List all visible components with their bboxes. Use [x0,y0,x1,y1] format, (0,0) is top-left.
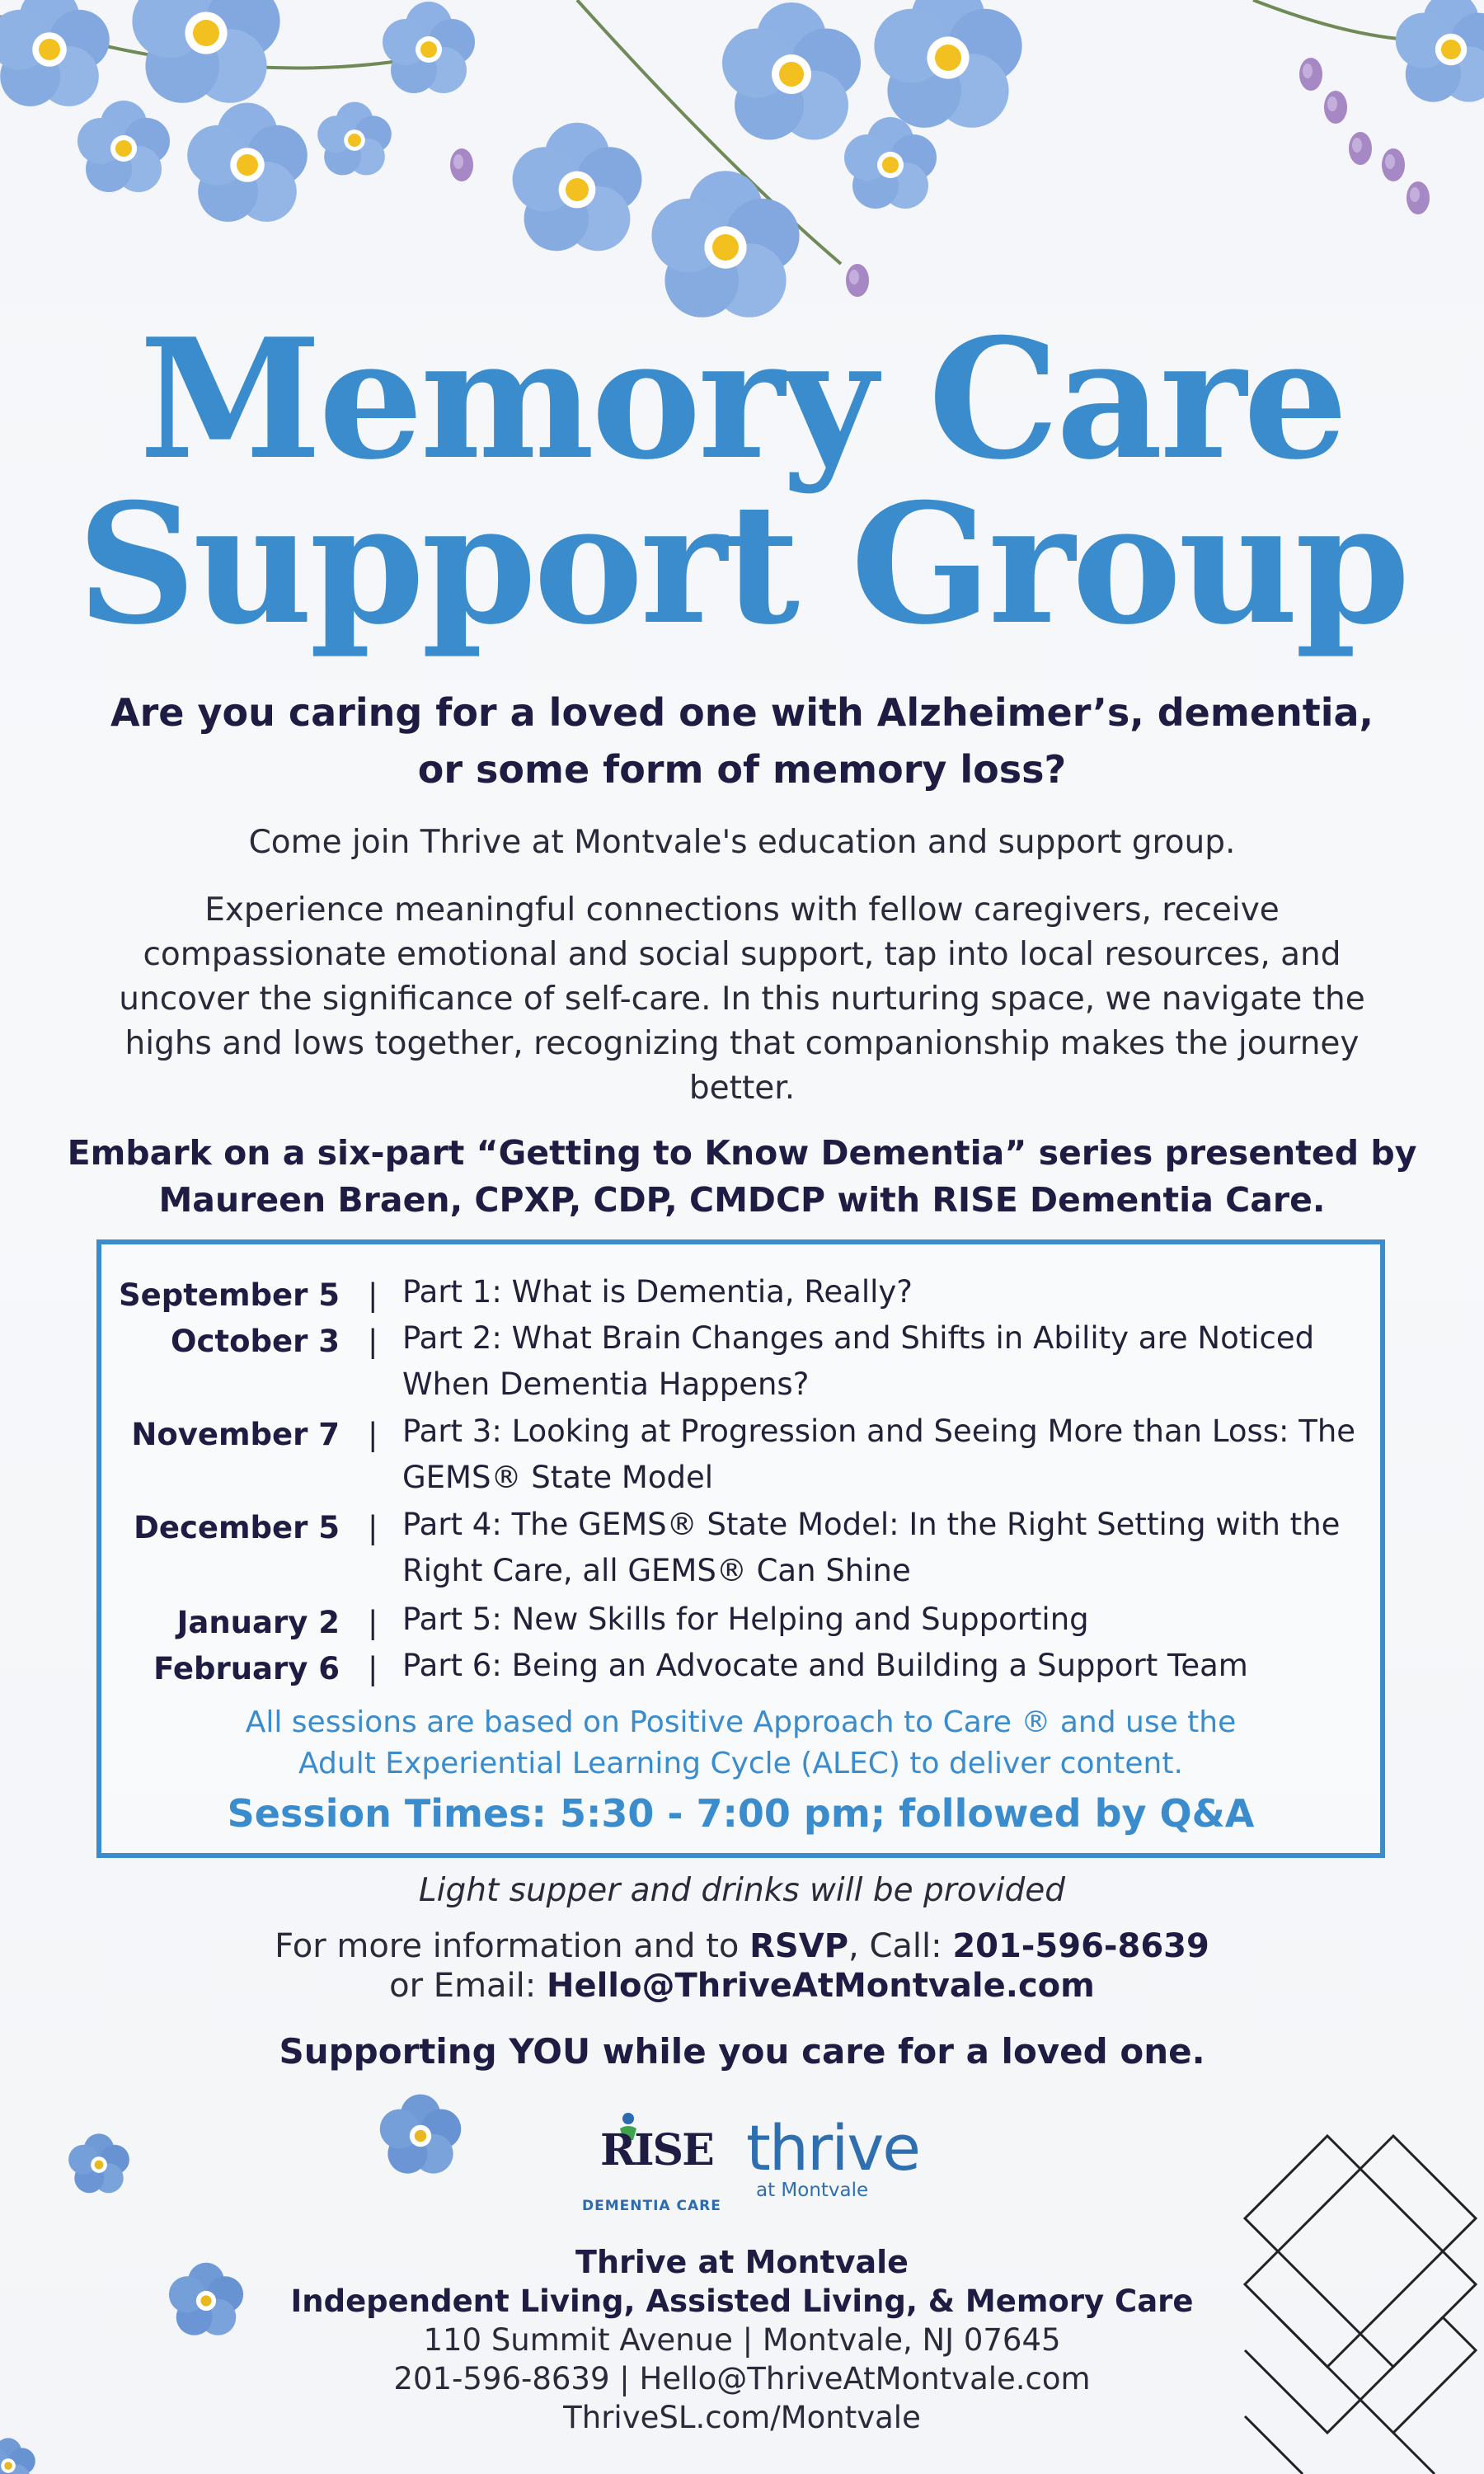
description-text: Experience meaningful connections with fellow caregivers, receive compassionate emotional and social support, tap into local resources, and uncover the significance of self-care. In this nurturing space, we navigate the highs and lows together, recognizing that companionship makes the journey better. [119,891,1365,1107]
email-prefix: or Email: [389,1967,547,2005]
separator: | [368,1277,378,1313]
street-address: 110 Summit Avenue | Montvale, NJ 07645 [423,2322,1061,2358]
session-topic: Part 3: Looking at Progression and Seeing More than Loss: The GEMS® State Model [402,1413,1356,1495]
services-line: Independent Living, Assisted Living, & Memory Care [290,2284,1194,2319]
rsvp-label: RSVP [749,1927,849,1965]
separator: | [368,1651,378,1686]
title-line-1: Memory Care [139,303,1345,496]
title-line-2: Support Group [77,468,1407,661]
session-times: Session Times: 5:30 - 7:00 pm; followed by Q&A [227,1791,1255,1836]
series-announcement: Embark on a six-part “Getting to Know Dementia” series presented by Maureen Braen, CPXP, CDP, CMDCP with RISE Dementia Care. [67,1133,1417,1220]
phone-email-line: 201-596-8639 | Hello@ThriveAtMontvale.com [393,2361,1091,2396]
intro-text: Come join Thrive at Montvale's education and support group. [248,824,1236,861]
separator: | [368,1324,378,1359]
session-topic: Part 1: What is Dementia, Really? [402,1274,913,1310]
phone-link[interactable]: 201-596-8639 [952,1927,1209,1965]
thrive-logo-text: thrive [746,2111,920,2185]
separator: | [368,1417,378,1452]
contact-prefix: For more information and to [275,1927,750,1965]
session-topic: Part 6: Being an Advocate and Building a Support Team [402,1648,1248,1683]
session-topic: Part 4: The GEMS® State Model: In the Right Setting with the Right Care, all GEMS® Can Shine [402,1507,1341,1588]
organization-name: Thrive at Montvale [575,2244,909,2280]
thrive-logo-subtext: at Montvale [756,2180,869,2201]
email-link[interactable]: Hello@ThriveAtMontvale.com [546,1967,1095,2005]
session-date: December 5 [134,1510,340,1545]
session-date: November 7 [131,1417,340,1452]
question-heading: Are you caring for a loved one with Alzheimer’s, dementia, or some form of memory loss? [110,690,1374,792]
schedule-box [96,1239,1385,1858]
methodology-note [101,1702,1380,1785]
session-date: January 2 [176,1605,340,1640]
supper-note: Light supper and drinks will be provided [418,1872,1066,1909]
methodology-note-line-2: Adult Experiential Learning Cycle (ALEC) to deliver content. [298,1747,1183,1780]
separator: | [368,1605,378,1640]
session-date: February 6 [153,1651,340,1686]
call-label: , Call: [848,1927,953,1965]
tagline: Supporting YOU while you care for a loved one. [279,2031,1205,2072]
rise-logo-subtext: DEMENTIA CARE [582,2198,721,2214]
contact-info [0,1926,1484,2006]
separator: | [368,1510,378,1545]
methodology-note-line-1: All sessions are based on Positive Approach to Care ® and use the [245,1705,1237,1739]
session-date: October 3 [171,1324,340,1359]
session-topic: Part 5: New Skills for Helping and Supporting [402,1602,1089,1637]
website-link[interactable]: ThriveSL.com/Montvale [563,2400,921,2435]
rise-dementia-care-logo [577,2107,734,2222]
rise-logo-text: RISE [600,2125,713,2175]
thrive-logo [746,2111,928,2222]
footer-address-block [0,2243,1484,2437]
session-topic: Part 2: What Brain Changes and Shifts in Ability are Noticed When Dementia Happens? [402,1320,1315,1402]
page-title [0,303,1484,661]
session-date: September 5 [118,1277,340,1313]
